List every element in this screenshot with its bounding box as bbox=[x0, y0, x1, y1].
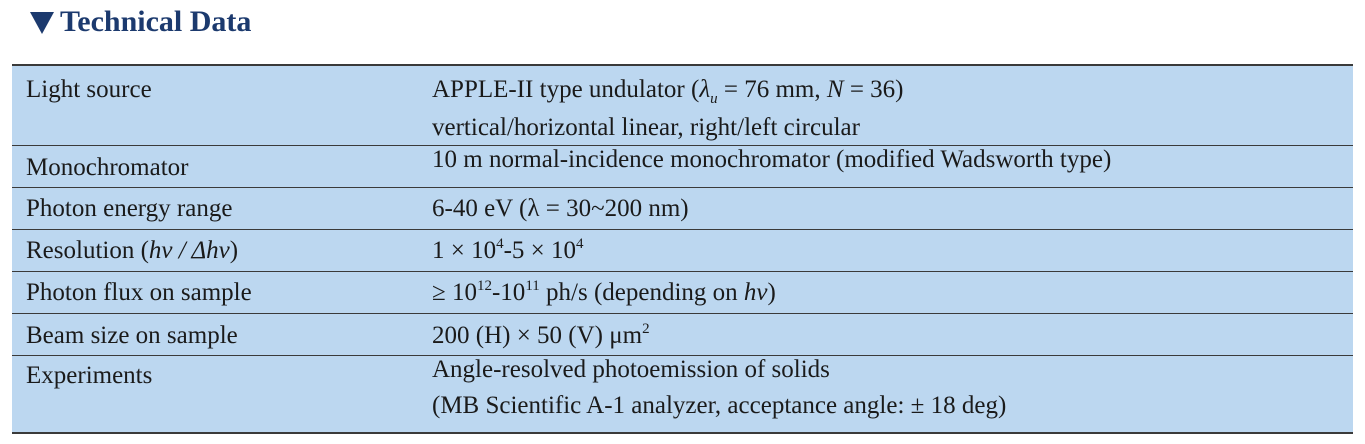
row-label: Resolution (hν / Δhν) bbox=[26, 237, 239, 264]
table-row-resolution bbox=[12, 230, 1353, 272]
triangle-down-icon bbox=[30, 12, 54, 34]
row-value-line2: (MB Scientific A-1 analyzer, acceptance angle: ± 18 deg) bbox=[432, 392, 1007, 419]
row-value-line1: Angle-resolved photoemission of solids bbox=[432, 356, 830, 383]
row-value: 10 m normal-incidence monochromator (modified Wadsworth type) bbox=[432, 146, 1112, 173]
table-row-photon-flux bbox=[12, 272, 1353, 314]
row-label: Light source bbox=[26, 76, 152, 103]
technical-data-table bbox=[12, 64, 1353, 434]
row-label: Experiments bbox=[26, 362, 153, 389]
table-row-beam-size bbox=[12, 314, 1353, 356]
row-label: Photon energy range bbox=[26, 195, 233, 222]
table-row-experiments bbox=[12, 356, 1353, 432]
row-label: Beam size on sample bbox=[26, 322, 238, 349]
table-row-light-source bbox=[12, 66, 1353, 146]
table-row-monochromator bbox=[12, 146, 1353, 188]
row-value: ≥ $10^{12}-10^{11}$ ph/s (depending on hν) bbox=[432, 278, 776, 306]
row-value: $1 \times 10^4-5 \times 10^4$ bbox=[432, 236, 584, 264]
row-value: 6-40 eV (λ = 30~200 nm) bbox=[432, 195, 689, 222]
section-title: Technical Data bbox=[60, 5, 252, 38]
row-value-line1: APPLE-II type undulator ($\lambda_u = 76$ mm, N = 36) bbox=[432, 76, 904, 107]
table-row-photon-energy-range bbox=[12, 188, 1353, 230]
row-value: 200 (H) × 50 (V) $\mu m^2$ bbox=[432, 321, 650, 349]
row-label: Photon flux on sample bbox=[26, 279, 252, 306]
row-value-line2: vertical/horizontal linear, right/left circular bbox=[432, 114, 860, 141]
row-label: Monochromator bbox=[26, 154, 189, 181]
section-heading bbox=[30, 2, 251, 42]
